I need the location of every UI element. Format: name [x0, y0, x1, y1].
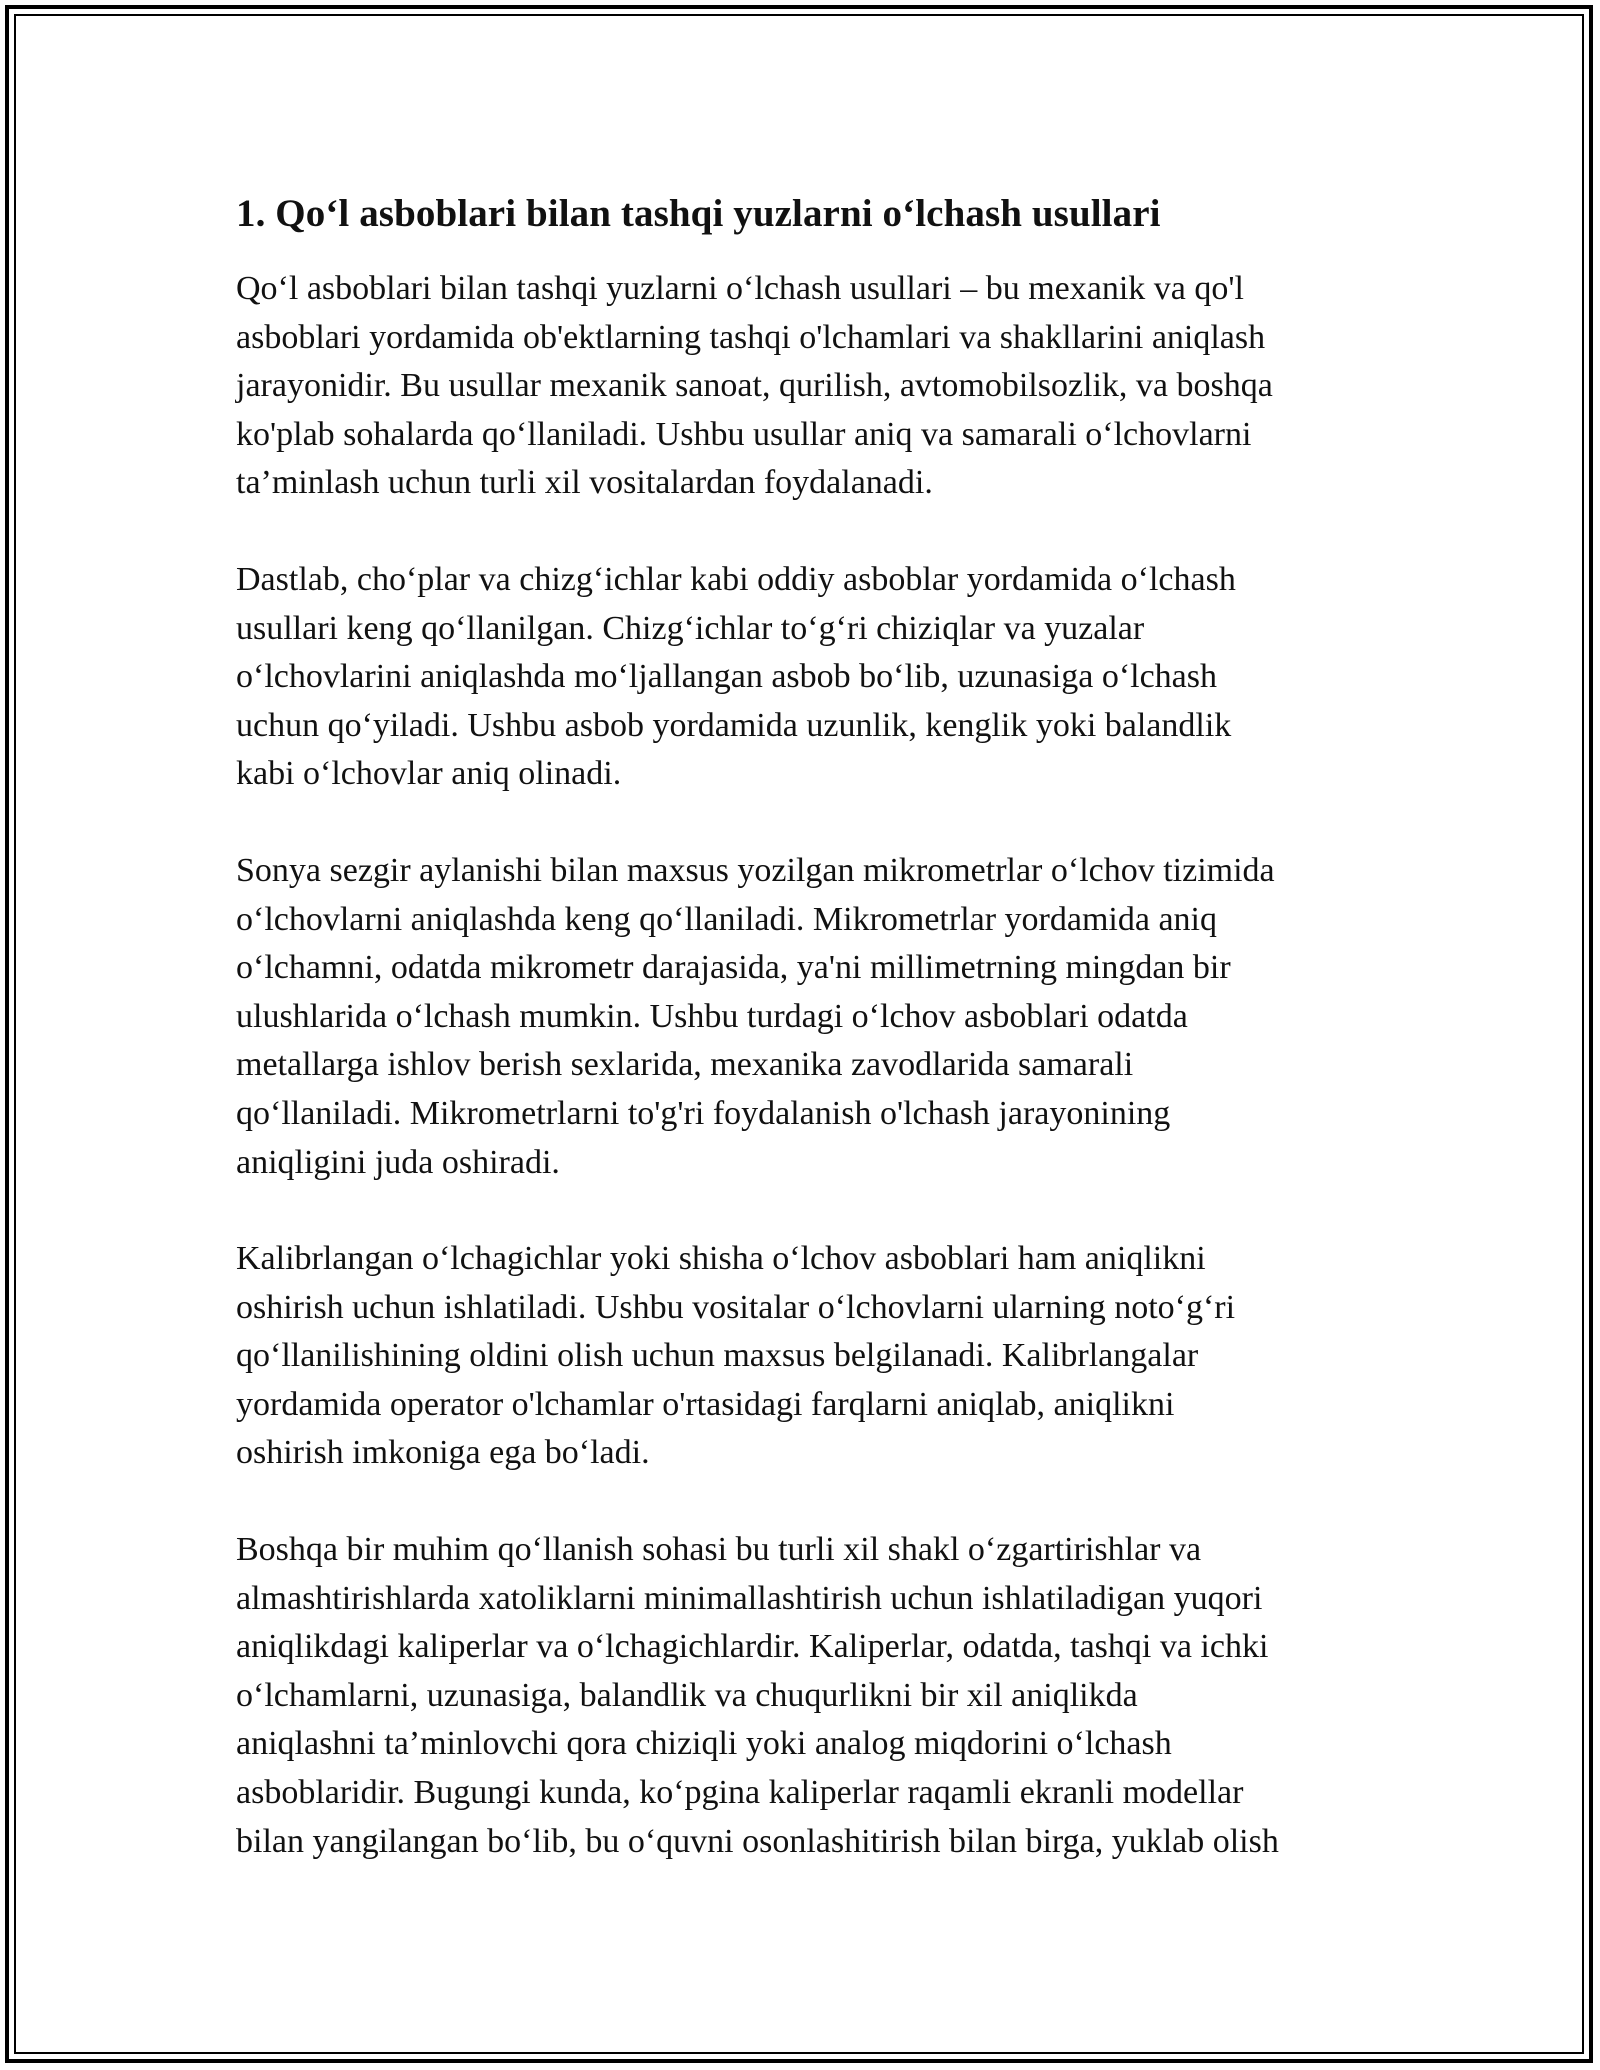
text-line: yordamida operator o'lchamlar o'rtasidagi farqlarni aniqlab, aniqlikni	[236, 1385, 1175, 1423]
text-line: uchun qo‘yiladi. Ushbu asbob yordamida uzunlik, kenglik yoki balandlik	[236, 706, 1232, 744]
text-line: qo‘llanilishining oldini olish uchun maxsus belgilanadi. Kalibrlangalar	[236, 1337, 1199, 1375]
text-line: metallarga ishlov berish sexlarida, mexanika zavodlarida samarali	[236, 1046, 1134, 1084]
text-line: ulushlarida o‘lchash mumkin. Ushbu turdagi o‘lchov asboblari odatda	[236, 997, 1188, 1035]
paragraph-4	[236, 1235, 1366, 1478]
text-line: aniqlashni ta’minlovchi qora chiziqli yoki analog miqdorini o‘lchash	[236, 1725, 1172, 1763]
text-line: Sonya sezgir aylanishi bilan maxsus yozilgan mikrometrlar o‘lchov tizimida	[236, 851, 1275, 889]
paragraph-1	[236, 265, 1366, 508]
text-line: o‘lchamlarni, uzunasiga, balandlik va chuqurlikni bir xil aniqlikda	[236, 1676, 1138, 1714]
text-line: asboblaridir. Bugungi kunda, ko‘pgina kaliperlar raqamli ekranli modellar	[236, 1774, 1244, 1812]
text-line: oshirish imkoniga ega bo‘ladi.	[236, 1434, 650, 1472]
document-title: 1. Qo‘l asboblari bilan tashqi yuzlarni o‘lchash usullari	[236, 192, 1161, 235]
text-line: ta’minlash uchun turli xil vositalardan foydalanadi.	[236, 464, 933, 502]
paragraph-5	[236, 1526, 1366, 1866]
text-line: kabi o‘lchovlar aniq olinadi.	[236, 755, 622, 793]
text-line: asboblari yordamida ob'ektlarning tashqi o'lchamlari va shakllarini aniqlash	[236, 318, 1266, 356]
paragraph-3	[236, 847, 1366, 1187]
text-line: bilan yangilangan bo‘lib, bu o‘quvni osonlashitirish bilan birga, yuklab olish	[236, 1822, 1279, 1860]
text-line: o‘lchovlarini aniqlashda mo‘ljallangan asbob bo‘lib, uzunasiga o‘lchash	[236, 658, 1218, 696]
paragraph-2	[236, 556, 1366, 799]
text-line: aniqligini juda oshiradi.	[236, 1143, 560, 1181]
text-line: qo‘llaniladi. Mikrometrlarni to'g'ri foydalanish o'lchash jarayonining	[236, 1094, 1171, 1132]
text-line: Boshqa bir muhim qo‘llanish sohasi bu turli xil shakl o‘zgartirishlar va	[236, 1531, 1202, 1569]
text-line: o‘lchamni, odatda mikrometr darajasida, ya'ni millimetrning mingdan bir	[236, 949, 1231, 987]
text-line: almashtirishlarda xatoliklarni minimallashtirish uchun ishlatiladigan yuqori	[236, 1579, 1263, 1617]
text-line: oshirish uchun ishlatiladi. Ushbu vositalar o‘lchovlarni ularning noto‘g‘ri	[236, 1288, 1236, 1326]
text-line: o‘lchovlarni aniqlashda keng qo‘llaniladi. Mikrometrlar yordamida aniq	[236, 900, 1217, 938]
text-line: jarayonidir. Bu usullar mexanik sanoat, qurilish, avtomobilsozlik, va boshqa	[236, 367, 1273, 405]
text-line: Dastlab, cho‘plar va chizg‘ichlar kabi oddiy asboblar yordamida o‘lchash	[236, 560, 1236, 598]
text-line: aniqlikdagi kaliperlar va o‘lchagichlardir. Kaliperlar, odatda, tashqi va ichki	[236, 1628, 1269, 1666]
text-line: ko'plab sohalarda qo‘llaniladi. Ushbu usullar aniq va samarali o‘lchovlarni	[236, 415, 1252, 453]
text-line: Kalibrlangan o‘lchagichlar yoki shisha o‘lchov asboblari ham aniqlikni	[236, 1240, 1206, 1278]
text-line: Qo‘l asboblari bilan tashqi yuzlarni o‘lchash usullari – bu mexanik va qo'l	[236, 270, 1244, 307]
document-content	[236, 188, 1366, 1914]
text-line: usullari keng qo‘llanilgan. Chizg‘ichlar to‘g‘ri chiziqlar va yuzalar	[236, 609, 1145, 647]
